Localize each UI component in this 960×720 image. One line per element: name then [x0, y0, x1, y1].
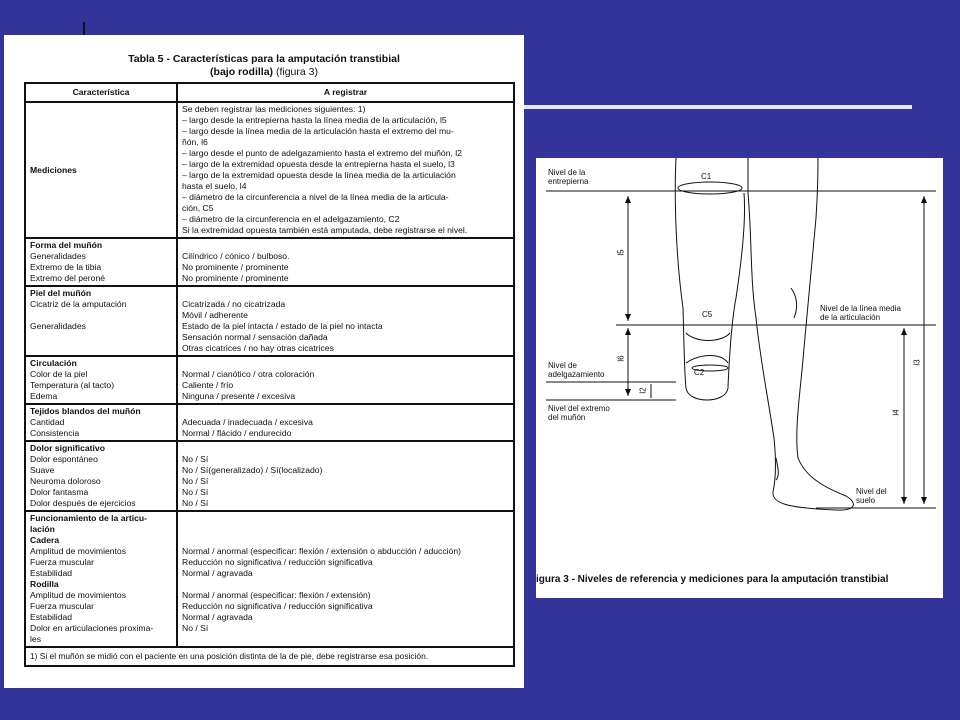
- list-item: Se deben registrar las mediciones siguientes: 1): [182, 104, 366, 114]
- label-c2: C2: [694, 368, 705, 377]
- section-title: Circulación: [30, 358, 77, 368]
- section-left: Funcionamiento de la articu- lación Cadera Amplitud de movimientos Fuerza muscular Estabilidad Rodilla Amplitud de movimientos Fuerza muscular Estabilidad Dolor en articulaciones proxima- les: [25, 511, 177, 647]
- footnote: 1) Si el muñón se midió con el paciente en una posición distinta de la de pie, debe registrarse esa posición.: [25, 647, 514, 666]
- mediciones-label: Mediciones: [25, 102, 177, 238]
- table-row-dolor: [25, 441, 514, 511]
- section-right: Normal / anormal (especificar: flexión / extensión o abducción / aducción) Reducción no significativa / reducción significativa Normal / agravada Normal / anormal (especificar: flexión / extensión) Reducción no significativa / reducción significativa Normal / agravada No / Sí: [177, 511, 514, 647]
- table-row-circulacion: [25, 356, 514, 404]
- table-row-tejidos: [25, 404, 514, 441]
- label-l6: l6: [616, 355, 626, 362]
- corner-tick-mark: [83, 22, 85, 36]
- section-left: Dolor significativo Dolor espontáneo Suave Neuroma doloroso Dolor fantasma Dolor después de ejercicios: [25, 441, 177, 511]
- section-title: Forma del muñón: [30, 240, 103, 250]
- label-c5: C5: [702, 310, 713, 319]
- mediciones-list: [177, 102, 514, 238]
- list-item: ñón, l6: [182, 137, 208, 147]
- label-joint-midline-level: Nivel de la línea media de la articulación: [820, 304, 901, 322]
- header-characteristic: Característica: [25, 83, 177, 102]
- header-to-record: A registrar: [177, 83, 514, 102]
- section-right: Cilíndrico / cónico / bulboso. No prominente / prominente No prominente / prominente: [177, 238, 514, 286]
- section-left: Forma del muñón Generalidades Extremo de la tibia Extremo del peroné: [25, 238, 177, 286]
- section-left: Piel del muñón Cicatriz de la amputación Generalidades: [25, 286, 177, 356]
- list-item: hasta el suelo, l4: [182, 181, 247, 191]
- subsection-rodilla: Rodilla: [30, 579, 59, 589]
- list-item: – largo de la extremidad opuesta desde la entrepierna hasta el suelo, l3: [182, 159, 455, 169]
- list-item: – largo desde la entrepierna hasta la línea media de la articulación, l5: [182, 115, 447, 125]
- label-tapering-level: Nivel de adelgazamiento: [548, 361, 605, 379]
- table-subtitle: (bajo rodilla) (figura 3): [210, 66, 318, 78]
- section-title: Dolor significativo: [30, 443, 105, 453]
- table-row-mediciones: [25, 102, 514, 238]
- list-item: – largo desde la línea media de la articulación hasta el extremo del mu-: [182, 126, 454, 136]
- subsection-cadera: Cadera: [30, 535, 60, 545]
- table-header-row: [25, 83, 514, 102]
- section-title: Tejidos blandos del muñón: [30, 406, 141, 416]
- figure-panel: [536, 158, 943, 598]
- label-c1: C1: [701, 172, 712, 181]
- section-right: No / Sí No / Sí(generalizado) / Sí(localizado) No / Sí No / Sí No / Sí: [177, 441, 514, 511]
- label-l4: l4: [891, 409, 901, 416]
- label-crotch-level: Nivel de la entrepierna: [548, 168, 589, 186]
- table-panel: [4, 35, 524, 688]
- table-title: Tabla 5 - Características para la amputación transtibial: [128, 53, 400, 65]
- table-row-funcionamiento: [25, 511, 514, 647]
- list-item: – largo desde el punto de adelgazamiento hasta el extremo del muñón, l2: [182, 148, 462, 158]
- figure-caption: igura 3 - Niveles de referencia y mediciones para la amputación transtibial: [536, 574, 889, 585]
- table-row-forma: [25, 238, 514, 286]
- section-right: Normal / cianótico / otra coloración Caliente / frío Ninguna / presente / excesiva: [177, 356, 514, 404]
- section-right: Cicatrizada / no cicatrizada Móvil / adherente Estado de la piel intacta / estado de la piel no intacta Sensación normal / sensación dañada Otras cicatrices / no hay otras cicatrices: [177, 286, 514, 356]
- section-right: Adecuada / inadecuada / excesiva Normal / flácido / endurecido: [177, 404, 514, 441]
- list-item: – diámetro de la circunferencia en el adelgazamiento, C2: [182, 214, 400, 224]
- label-l5: l5: [616, 249, 626, 256]
- table-row-footnote: [25, 647, 514, 666]
- characteristics-table: [24, 82, 515, 667]
- label-l2: l2: [638, 387, 648, 394]
- list-item: – largo de la extremidad opuesta desde la línea media de la articulación: [182, 170, 456, 180]
- list-item: ción, C5: [182, 203, 214, 213]
- decorative-line: [524, 105, 912, 109]
- section-title: Piel del muñón: [30, 288, 92, 298]
- table-row-piel: [25, 286, 514, 356]
- section-left: Circulación Color de la piel Temperatura (al tacto) Edema: [25, 356, 177, 404]
- list-item: Si la extremidad opuesta también está amputada, debe registrarse el nivel.: [182, 225, 468, 235]
- label-l3: l3: [912, 359, 922, 366]
- label-floor-level: Nivel del suelo: [856, 487, 887, 505]
- section-left: Tejidos blandos del muñón Cantidad Consistencia: [25, 404, 177, 441]
- list-item: – diámetro de la circunferencia a nivel de la línea media de la articula-: [182, 192, 449, 202]
- section-title: Funcionamiento de la articu-: [30, 513, 147, 523]
- label-stump-end-level: Nivel del extremo del muñón: [548, 404, 610, 422]
- leg-outline: [748, 158, 853, 510]
